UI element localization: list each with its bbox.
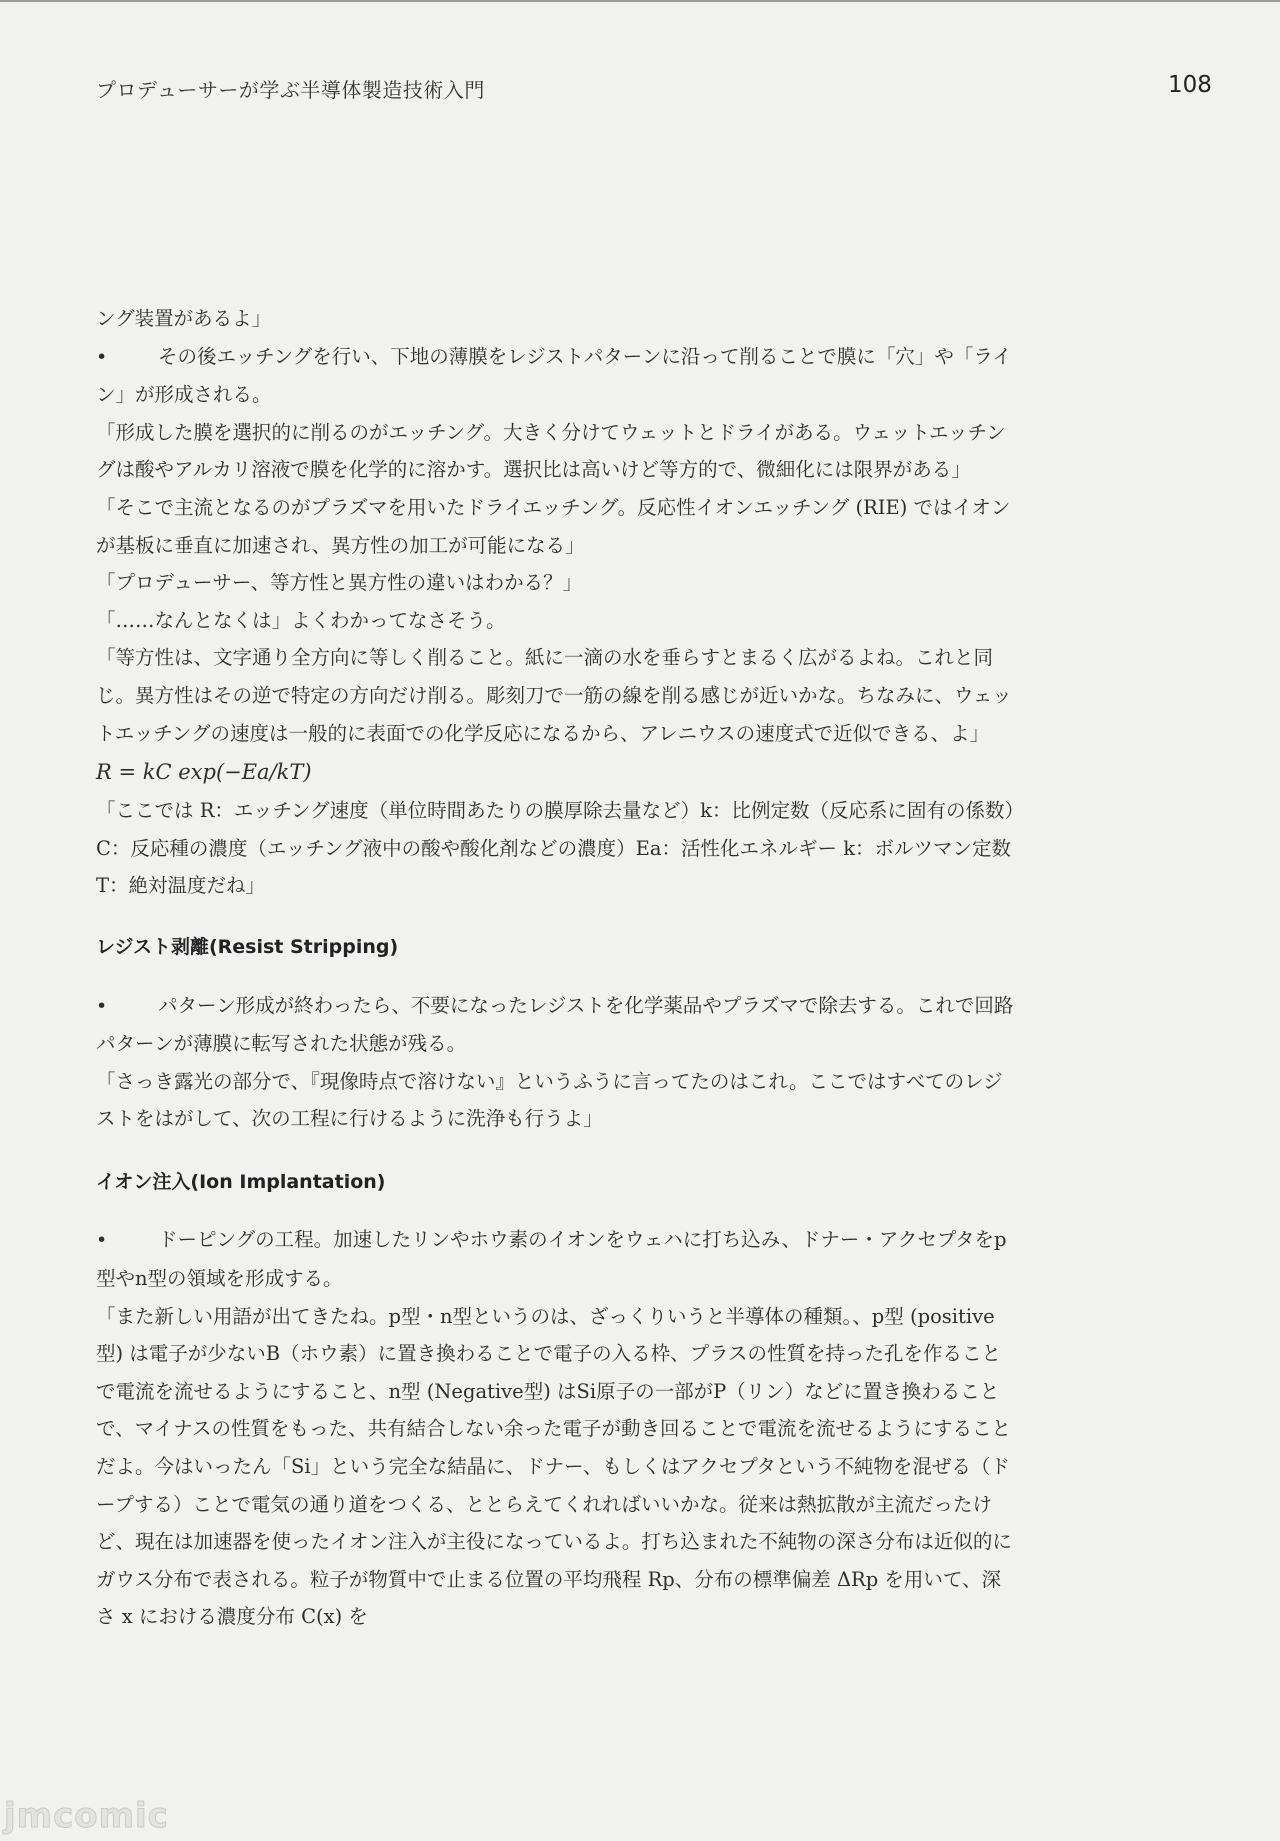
top-border-line bbox=[0, 0, 1280, 2]
dialogue-paragraph: 「プロデューサー、等方性と異方性の違いはわかる？」 bbox=[96, 571, 583, 595]
dialogue-paragraph: 「等方性は、文字通り全方向に等しく削ること。紙に一滴の水を垂らすとまるく広がるよね。これと同じ。異方性はその逆で特定の方向だけ削る。彫刻刀で一筋の線を削る感じが近いかな。ちなみに、ウェットエッチングの速度は一般的に表面での化学反応になるから、アレニウスの速度式で近似できる、よ」 bbox=[96, 646, 1012, 745]
narration-paragraph: 「……なんとなくは」よくわかってなさそう。 bbox=[96, 608, 506, 632]
arrhenius-formula: R = kC exp(−Ea/kT) bbox=[96, 760, 312, 785]
running-header-title: プロデューサーが学ぶ半導体製造技術入門 bbox=[96, 78, 485, 102]
section-heading-ion-implantation: イオン注入(Ion Implantation) bbox=[96, 1170, 386, 1193]
dialogue-paragraph: 「さっき露光の部分で、『現像時点で溶けない』というふうに言ってたのはこれ。ここではすべてのレジストをはがして、次の工程に行けるように洗浄も行うよ」 bbox=[96, 1069, 1003, 1131]
bullet-text: その後エッチングを行い、下地の薄膜をレジストパターンに沿って削ることで膜に「穴」や「ライン」が形成される。 bbox=[96, 344, 1012, 407]
page-number: 108 bbox=[1168, 72, 1212, 98]
dialogue-paragraph: 「また新しい用語が出てきたね。p型・n型というのは、ざっくりいうと半導体の種類。、p型 (positive型) は電子が少ないB（ホウ素）に置き換わることで電子の入る枠、プラスの性質を持った孔を作ることで電流を流せるようにすること、n型 (Negative型) はSi原子の一部がP（リン）などに置き換わることで、マイナスの性質をもった、共有結合しない余った電子が動き回ることで電流を流せるようにすることだよ。今はいったん「Si」という完全な結晶に、ドナー、もしくはアクセプタという不純物を混ぜる（ドープする）ことで電気の通り道をつくる、ととらえてくれればいいかな。従来は熱拡散が主流だったけど、現在は加速器を使ったイオン注入が主役になっているよ。打ち込まれた不純物の深さ分布は近似的にガウス分布で表される。粒子が物質中で止まる位置の平均飛程 Rp、分布の標準偏差 ΔRp を用いて、深さ x における濃度分布 C(x) を bbox=[96, 1304, 1012, 1629]
paragraph-continued: ング装置があるよ」 bbox=[96, 307, 272, 330]
dialogue-paragraph: 「そこで主流となるのがプラズマを用いたドライエッチング。反応性イオンエッチング (RIE) ではイオンが基板に垂直に加速され、異方性の加工が可能になる」 bbox=[96, 495, 1011, 557]
bullet-item-etching bbox=[96, 338, 1018, 414]
dialogue-paragraph: 「ここでは R：エッチング速度（単位時間あたりの膜厚除去量など）k：比例定数（反応系に固有の係数）C：反応種の濃度（エッチング液中の酸や酸化剤などの濃度）Ea：活性化エネルギー k：ボルツマン定数 T：絶対温度だね」 bbox=[96, 799, 1015, 898]
section-heading-resist-stripping: レジスト剥離(Resist Stripping) bbox=[96, 935, 399, 958]
bullet-marker: • bbox=[96, 994, 108, 1017]
bullet-marker: • bbox=[96, 1229, 108, 1252]
dialogue-paragraph: 「形成した膜を選択的に削るのがエッチング。大きく分けてウェットとドライがある。ウェットエッチングは酸やアルカリ溶液で膜を化学的に溶かす。選択比は高いけど等方的で、微細化には限界がある」 bbox=[96, 420, 1006, 482]
bullet-item-resist-stripping bbox=[96, 987, 1018, 1063]
bullet-item-doping bbox=[96, 1221, 1018, 1297]
watermark-logo: jmcomic bbox=[4, 1796, 169, 1836]
bullet-marker: • bbox=[96, 345, 108, 368]
bullet-text: パターン形成が終わったら、不要になったレジストを化学薬品やプラズマで除去する。これで回路パターンが薄膜に転写された状態が残る。 bbox=[96, 993, 1014, 1056]
bullet-text: ドーピングの工程。加速したリンやホウ素のイオンをウェハに打ち込み、ドナー・アクセプタをp型やn型の領域を形成する。 bbox=[96, 1228, 1007, 1291]
page-body bbox=[96, 300, 1018, 1636]
